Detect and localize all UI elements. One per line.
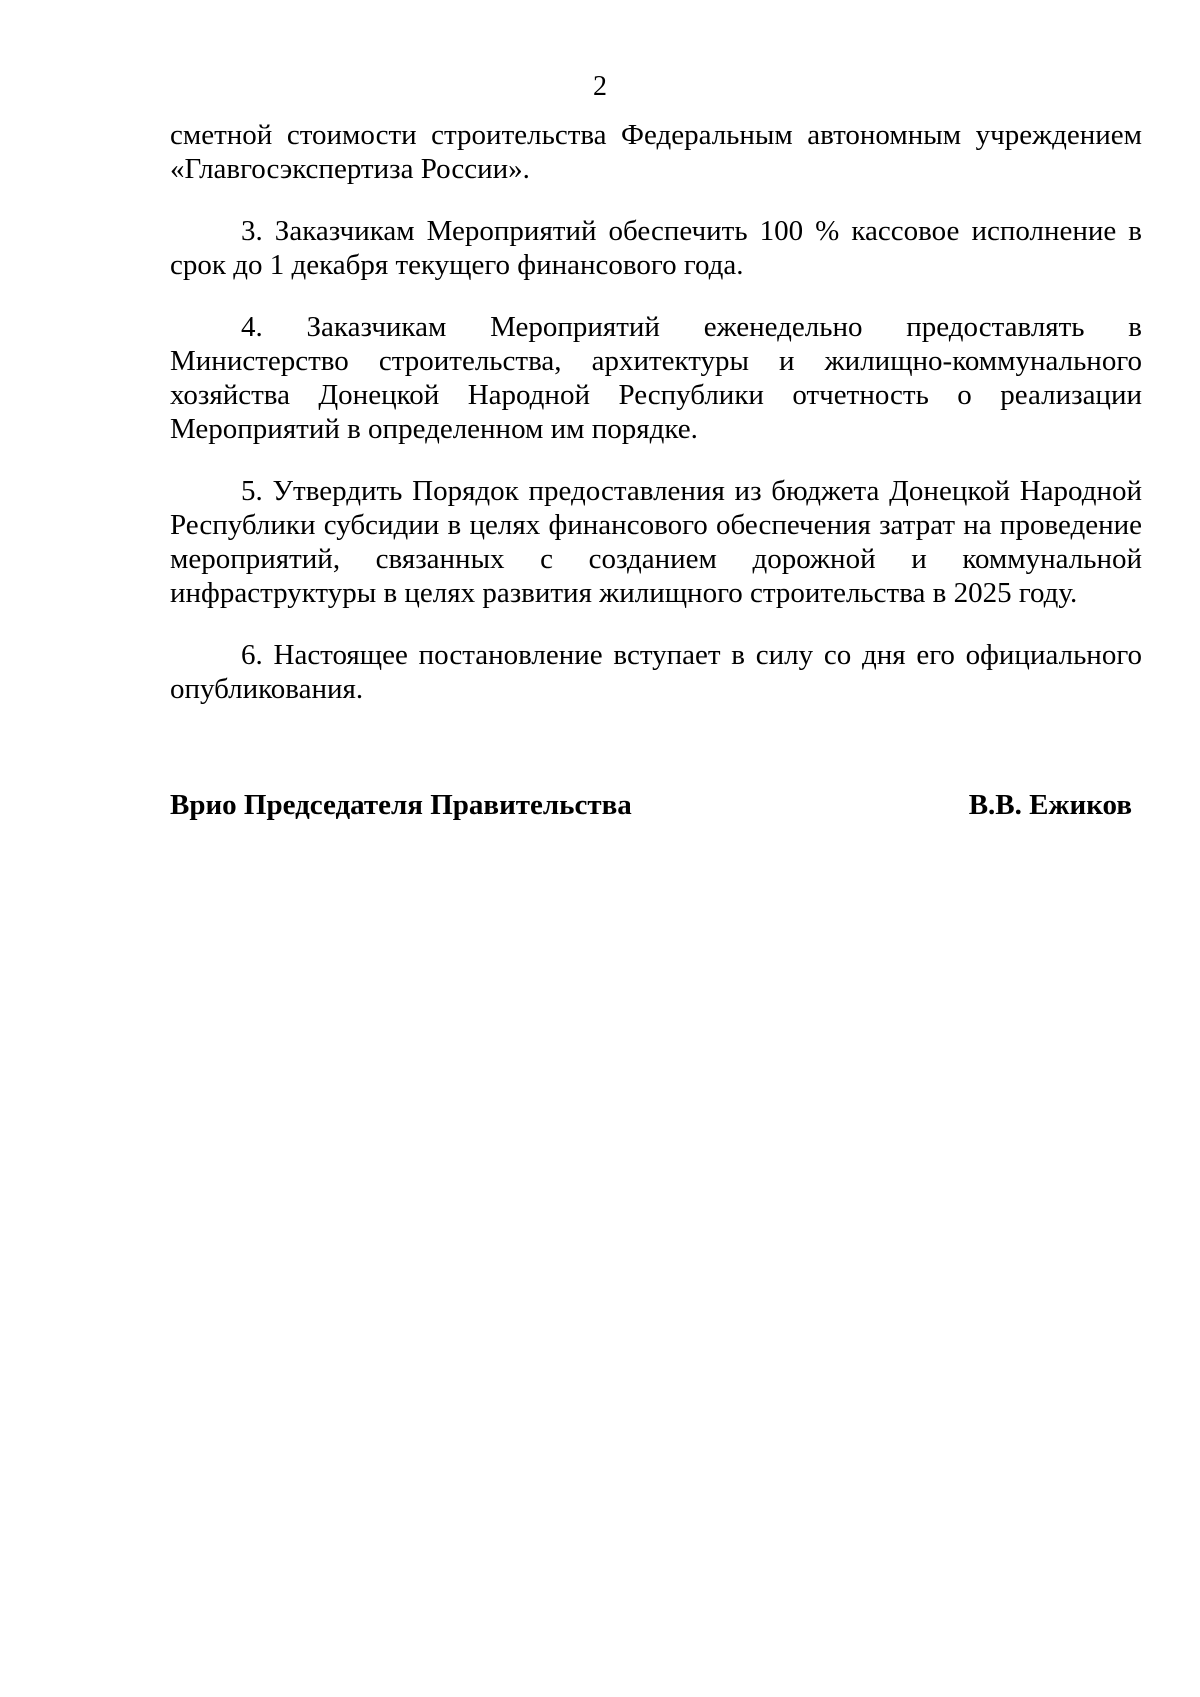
signatory-name: В.В. Ежиков: [968, 789, 1132, 821]
paragraph-item-4: 4. Заказчикам Мероприятий еженедельно предоставлять в Министерство строительства, архитектуры и жилищно-коммунального хозяйства Донецкой Народной Республики отчетность о реализации Мероприятий в определенном им порядке.: [170, 311, 1142, 445]
paragraph-continuation: сметной стоимости строительства Федеральным автономным учреждением «Главгосэкспертиза России».: [170, 119, 1142, 185]
document-body: [170, 118, 1142, 734]
page-number: 2: [593, 71, 607, 102]
paragraph-item-5: 5. Утвердить Порядок предоставления из бюджета Донецкой Народной Республики субсидии в целях финансового обеспечения затрат на проведение мероприятий, связанных с созданием дорожной и коммунальной инфраструктуры в целях развития жилищного строительства в 2025 году.: [170, 475, 1142, 609]
signature-block: [170, 788, 1132, 822]
paragraph-item-3: 3. Заказчикам Мероприятий обеспечить 100 % кассовое исполнение в срок до 1 декабря текущего финансового года.: [170, 215, 1142, 281]
signatory-position: Врио Председателя Правительства: [170, 789, 632, 821]
paragraph-item-6: 6. Настоящее постановление вступает в силу со дня его официального опубликования.: [170, 639, 1142, 705]
